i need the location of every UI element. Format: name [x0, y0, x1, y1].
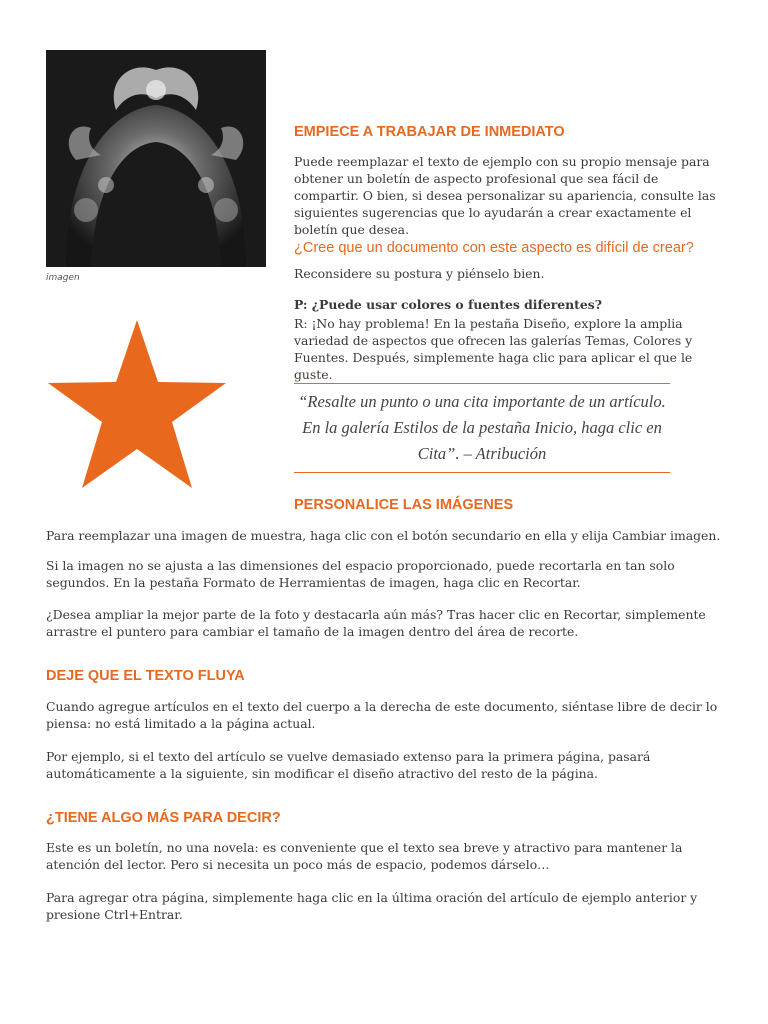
- pull-quote-text: “Resalte un punto o una cita importante de un artículo. En la galería Estilos de la pestaña Inicio, haga clic en Cita”. – Atribución: [298, 392, 666, 463]
- pull-quote: [294, 383, 670, 473]
- section-heading-flow: DEJE QUE EL TEXTO FLUYA: [46, 668, 245, 684]
- images-paragraph-3: ¿Desea ampliar la mejor parte de la foto y destacarla aún más? Tras hacer clic en Recortar, simplemente arrastre el puntero para cambiar el tamaño de la imagen dentro del área de recorte.: [46, 607, 706, 639]
- more-paragraph-2: Para agregar otra página, simplemente haga clic en la última oración del artículo de ejemplo anterior y presione Ctrl+Entrar.: [46, 890, 698, 922]
- flow-paragraph-2: Por ejemplo, si el texto del artículo se vuelve demasiado extenso para la primera página, pasará automáticamente a la siguiente, sin modificar el diseño atractivo del resto de la página.: [46, 749, 651, 781]
- faq-question: P: ¿Puede usar colores o fuentes diferentes?: [294, 297, 602, 312]
- section-heading-start: EMPIECE A TRABAJAR DE INMEDIATO: [294, 124, 565, 140]
- subheading-difficult: ¿Cree que un documento con este aspecto es difícil de crear?: [294, 240, 694, 256]
- image-caption: imagen: [46, 273, 80, 283]
- ornament-photo: [46, 50, 266, 267]
- section-heading-more: ¿TIENE ALGO MÁS PARA DECIR?: [46, 810, 281, 826]
- more-paragraph-1: Este es un boletín, no una novela: es conveniente que el texto sea breve y atractivo para mantener la atención del lector. Pero si necesita un poco más de espacio, podemos dárselo…: [46, 840, 683, 872]
- faq-answer: R: ¡No hay problema! En la pestaña Diseño, explore la amplia variedad de aspectos que ofrecen las galerías Temas, Colores y Fuentes. Después, simplemente haga clic para aplicar el que le guste.: [294, 316, 693, 382]
- section-heading-images: PERSONALICE LAS IMÁGENES: [294, 497, 514, 513]
- flow-paragraph-1: Cuando agregue artículos en el texto del cuerpo a la derecha de este documento, siéntase libre de decir lo piensa: no está limitado a la página actual.: [46, 699, 718, 731]
- star-shape: [46, 318, 228, 490]
- ornament-image: [46, 50, 266, 267]
- images-paragraph-1: Para reemplazar una imagen de muestra, haga clic con el botón secundario en ella y elija Cambiar imagen.: [46, 528, 721, 543]
- section-body-start: Puede reemplazar el texto de ejemplo con su propio mensaje para obtener un boletín de aspecto profesional que sea fácil de compartir. O bien, si desea personalizar su apariencia, consulte las siguientes sugerencias que lo ayudarán a crear exactamente el boletín que desea.: [294, 154, 716, 237]
- subheading-body: Reconsidere su postura y piénselo bien.: [294, 266, 545, 281]
- images-paragraph-2: Si la imagen no se ajusta a las dimensiones del espacio proporcionado, puede recortarla en tan solo segundos. En la pestaña Formato de Herramientas de imagen, haga clic en Recortar.: [46, 558, 675, 590]
